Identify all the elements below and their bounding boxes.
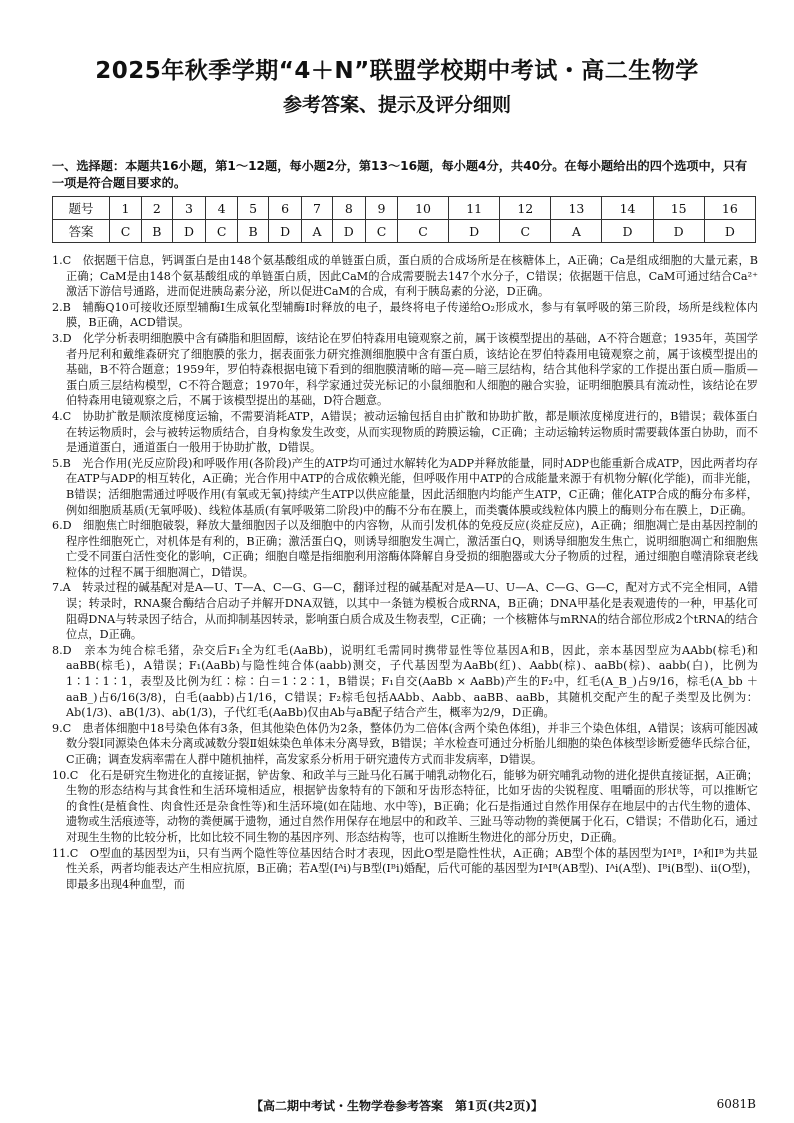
answer-cell: D: [172, 220, 205, 243]
row-label-answer: 答案: [53, 220, 110, 243]
answer-cell: C: [366, 220, 398, 243]
question-number: 1: [110, 197, 142, 220]
question-number: 11: [449, 197, 500, 220]
explanation-item: 4.C 协助扩散是顺浓度梯度运输，不需要消耗ATP，A错误；被动运输包括自由扩散和协助扩散，都是顺浓度梯度进行的，B错误；载体蛋白在转运物质时，会与被转运物质结合，自身构象发生改变，从而实现物质的跨膜运输，C正确；主动运输转运物质时需要载体蛋白协助，而不是通道蛋白，通道蛋白一般用于协助扩散，D错误。: [52, 409, 758, 455]
explanation-item: 5.B 光合作用(光反应阶段)和呼吸作用(各阶段)产生的ATP均可通过水解转化为ADP并释放能量，同时ADP也能重新合成ATP，因此两者均存在ATP与ADP的相互转化，A正确；光合作用中ATP的合成依赖光能，但呼吸作用中ATP的合成能量来源于有机物分解(化学能)，而非光能，B错误；活细胞需通过呼吸作用(有氧或无氧)持续产生ATP以供应能量，因此活细胞内均能产生ATP，C正确；催化ATP合成的酶分布多样，例如细胞质基质(无氧呼吸)、线粒体基质(有氧呼吸第二阶段)中的酶不分布在膜上，而类囊体膜或线粒体内膜上的酶则分布在膜上，D正确。: [52, 456, 758, 517]
row-label-number: 题号: [53, 197, 110, 220]
answer-table: [52, 196, 756, 243]
question-number: 3: [172, 197, 205, 220]
section-heading: 一、选择题：本题共16小题，第1～12题，每小题2分，第13～16题，每小题4分，共40分。在每小题给出的四个选项中，只有一项是符合题目要求的。: [52, 159, 748, 190]
answer-cell: C: [397, 220, 448, 243]
explanations: [52, 253, 758, 892]
explanation-item: 10.C 化石是研究生物进化的直接证据，铲齿象、和政羊与三趾马化石属于哺乳动物化石，能够为研究哺乳动物的进化提供直接证据，A正确；生物的形态结构与其食性和生活环境相适应，根据铲齿象特有的下颌和牙齿形态特征，比如牙齿的尖锐程度、咀嚼面的形状等，可以推断它的食性(是植食性、肉食性还是杂食性等)和生活环境(如在陆地、水中等)，B正确；化石是指通过自然作用保存在地层中的古代生物的遗体、遗物或生活痕迹等，动物的粪便属于遗物，通过自然作用保存在地层中的和政羊、三趾马等动物的粪便属于化石，C错误；不借助化石，通过对现生生物的比较分析，比如比较不同生物的基因序列、形态结构等，也可以推断生物进化的部分历史，D正确。: [52, 768, 758, 844]
question-number: 13: [551, 197, 602, 220]
footer-label: 【高二期中考试・生物学卷参考答案 第1页(共2页)】: [250, 1099, 544, 1113]
answer-table-answer-row: [53, 220, 756, 243]
explanation-item: 8.D 亲本为纯合棕毛猪，杂交后F₁全为红毛(AaBb)，说明红毛需同时携带显性等位基因A和B，因此，亲本基因型应为AAbb(棕毛)和aaBB(棕毛)，A错误；F₁(AaBb)与隐性纯合体(aabb)测交，子代基因型为AaBb(红)、Aabb(棕)、aaBb(棕)、aabb(白)，比例为1∶1∶1∶1，表型及比例为红∶棕∶白＝1∶2∶1，B错误；F₁自交(AaBb × AaBb)产生的F₂中，红毛(A_B_)占9/16，棕毛(A_bb ＋ aaB_)占6/16(3/8)，白毛(aabb)占1/16，C错误；F₂棕毛包括AAbb、Aabb、aaBB、aaBb，其随机交配产生的配子类型及比例为：Ab(1/3)、aB(1/3)、ab(1/3)，子代红毛(AaBb)仅由Ab与aB配子结合产生，概率为2/9，D正确。: [52, 643, 758, 720]
answer-cell: D: [704, 220, 755, 243]
question-number: 8: [332, 197, 365, 220]
question-number: 5: [238, 197, 269, 220]
explanation-item: 3.D 化学分析表明细胞膜中含有磷脂和胆固醇，该结论在罗伯特森用电镜观察之前，属于该模型提出的基础，A不符合题意；1935年，英国学者丹尼利和戴维森研究了细胞膜的张力，据表面张力研究推测细胞膜中含有蛋白质，该结论在罗伯特森用电镜观察之前，属于该模型提出的基础，B不符合题意；1959年，罗伯特森根据电镜下看到的细胞膜清晰的暗—亮—暗三层结构，结合其他科学家的工作提出蛋白质—脂质—蛋白质三层结构模型，C不符合题意；1970年，科学家通过荧光标记的小鼠细胞和人细胞的融合实验，证明细胞膜具有流动性，该结论在罗伯特森用电镜观察之后，不属于该模型提出的基础，D符合题意。: [52, 331, 758, 408]
answer-cell: B: [238, 220, 269, 243]
explanation-item: 1.C 依据题干信息，钙调蛋白是由148个氨基酸组成的单链蛋白质，蛋白质的合成场所是在核糖体上，A正确；Ca是组成细胞的大量元素，B正确；CaM是由148个氨基酸组成的单链蛋白质，因此CaM的合成需要脱去147个水分子，C错误；依据题干信息，CaM可通过结合Ca²⁺激活下游信号通路，进而促进胰岛素分泌，所以促进CaM的合成，有利于胰岛素的分泌，D正确。: [52, 254, 758, 299]
question-number: 10: [397, 197, 448, 220]
explanation-item: 2.B 辅酶Q10可接收还原型辅酶Ⅰ生成氧化型辅酶Ⅰ时释放的电子，最终将电子传递给O₂形成水，参与有氧呼吸的第三阶段，场所是线粒体内膜，B正确，ACD错误。: [52, 300, 758, 330]
question-number: 6: [268, 197, 301, 220]
answer-table-number-row: [53, 197, 756, 220]
explanation-item: 7.A 转录过程的碱基配对是A—U、T—A、C—G、G—C，翻译过程的碱基配对是A—U、U—A、C—G、G—C，配对方式不完全相同，A错误；转录时，RNA聚合酶结合启动子并解开DNA双链，以其中一条链为模板合成RNA，B正确；DNA甲基化是表观遗传的一种，甲基化可阻碍DNA与转录因子结合，从而抑制基因转录，影响蛋白质合成及生物表型，C正确；一个核糖体与mRNA的结合部位形成2个tRNA的结合位点，D正确。: [52, 581, 758, 642]
answer-cell: D: [332, 220, 365, 243]
page-subtitle: 参考答案、提示及评分细则: [282, 94, 511, 116]
explanation-item: 6.D 细胞焦亡时细胞破裂，释放大量细胞因子以及细胞中的内容物，从而引发机体的免疫反应(炎症反应)，A正确；细胞凋亡是由基因控制的程序性细胞死亡，对机体是有利的，B正确；激活蛋白Q，则诱导细胞发生凋亡，激活蛋白Q，则诱导细胞发生焦亡，说明细胞凋亡和细胞焦亡受不同蛋白活性变化的影响，C正确；细胞自噬是指细胞利用溶酶体降解自身受损的细胞器或大分子物质的过程，通过细胞自噬清除衰老线粒体的过程不属于细胞凋亡，D错误。: [52, 519, 758, 579]
explanation-item: 11.C O型血的基因型为ii，只有当两个隐性等位基因结合时才表现，因此O型是隐性性状，A正确；AB型个体的基因型为IᴬIᴮ，Iᴬ和Iᴮ为共显性关系，两者均能表达产生相应抗原，B正确；若A型(Iᴬi)与B型(Iᴮi)婚配，后代可能的基因型为IᴬIᴮ(AB型)、Iᴬi(A型)、Iᴮi(B型)、ii(O型)，即最多出现4种血型，而: [52, 846, 758, 891]
answer-cell: C: [500, 220, 551, 243]
question-number: 12: [500, 197, 551, 220]
answer-cell: A: [302, 220, 332, 243]
page-title: 2025年秋季学期“4＋N”联盟学校期中考试・高二生物学: [95, 58, 699, 84]
question-number: 7: [302, 197, 332, 220]
question-number: 15: [653, 197, 704, 220]
footer-code: 6081B: [716, 1097, 756, 1111]
answer-cell: D: [449, 220, 500, 243]
question-number: 16: [704, 197, 755, 220]
answer-cell: A: [551, 220, 602, 243]
question-number: 9: [366, 197, 398, 220]
question-number: 4: [206, 197, 238, 220]
answer-cell: D: [268, 220, 301, 243]
question-number: 2: [141, 197, 172, 220]
answer-cell: B: [141, 220, 172, 243]
question-number: 14: [602, 197, 653, 220]
answer-cell: C: [110, 220, 142, 243]
answer-cell: C: [206, 220, 238, 243]
explanation-item: 9.C 患者体细胞中18号染色体有3条，但其他染色体仍为2条，整体仍为二倍体(含两个染色体组)，并非三个染色体组，A错误；该病可能因减数分裂Ⅰ同源染色体未分离或减数分裂Ⅱ姐妹染色单体未分离导致，B错误；羊水检查可通过分析胎儿细胞的染色体核型诊断爱德华氏综合征，C正确；调查发病率需在人群中随机抽样，高发家系分析用于研究遗传方式而非发病率，D错误。: [52, 721, 758, 766]
answer-cell: D: [653, 220, 704, 243]
answer-cell: D: [602, 220, 653, 243]
